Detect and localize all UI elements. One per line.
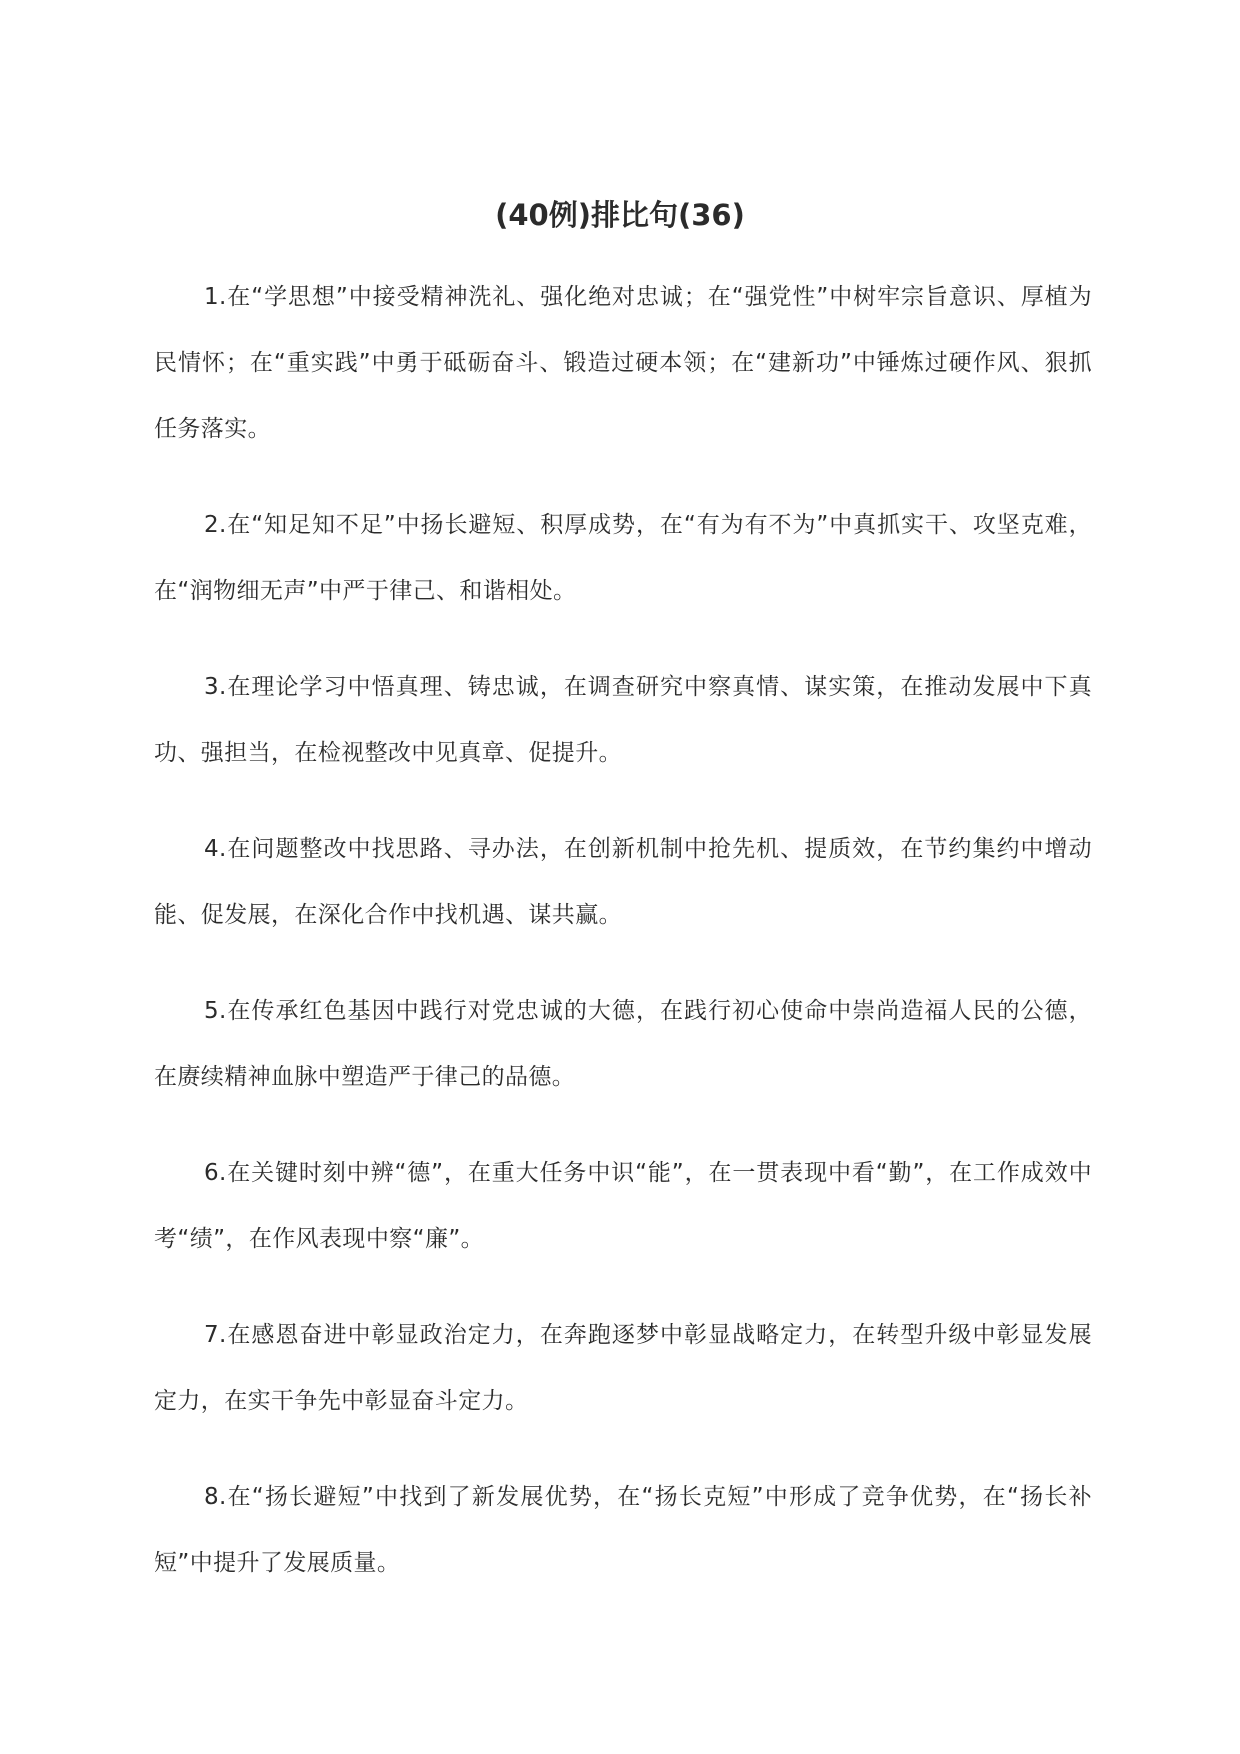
- paragraph-3: 3.在理论学习中悟真理、铸忠诚，在调查研究中察真情、谋实策，在推动发展中下真功、强担当，在检视整改中见真章、促提升。: [154, 674, 1092, 766]
- document-title: (40例)排比句(36): [495, 198, 745, 232]
- paragraph-4: 4.在问题整改中找思路、寻办法，在创新机制中抢先机、提质效，在节约集约中增动能、促发展，在深化合作中找机遇、谋共赢。: [154, 836, 1092, 928]
- paragraph-6: 6.在关键时刻中辨“德”，在重大任务中识“能”，在一贯表现中看“勤”，在工作成效中考“绩”，在作风表现中察“廉”。: [154, 1160, 1092, 1252]
- paragraph-7: 7.在感恩奋进中彰显政治定力，在奔跑逐梦中彰显战略定力，在转型升级中彰显发展定力，在实干争先中彰显奋斗定力。: [154, 1322, 1092, 1414]
- paragraph-5: 5.在传承红色基因中践行对党忠诚的大德，在践行初心使命中崇尚造福人民的公德，在赓续精神血脉中塑造严于律己的品德。: [154, 998, 1092, 1090]
- paragraph-8: 8.在“扬长避短”中找到了新发展优势，在“扬长克短”中形成了竞争优势，在“扬长补短”中提升了发展质量。: [154, 1484, 1092, 1576]
- paragraph-2: 2.在“知足知不足”中扬长避短、积厚成势，在“有为有不为”中真抓实干、攻坚克难，在“润物细无声”中严于律己、和谐相处。: [154, 512, 1092, 604]
- document-body: [154, 264, 1092, 1626]
- paragraph-1: 1.在“学思想”中接受精神洗礼、强化绝对忠诚；在“强党性”中树牢宗旨意识、厚植为民情怀；在“重实践”中勇于砥砺奋斗、锻造过硬本领；在“建新功”中锤炼过硬作风、狠抓任务落实。: [154, 284, 1092, 442]
